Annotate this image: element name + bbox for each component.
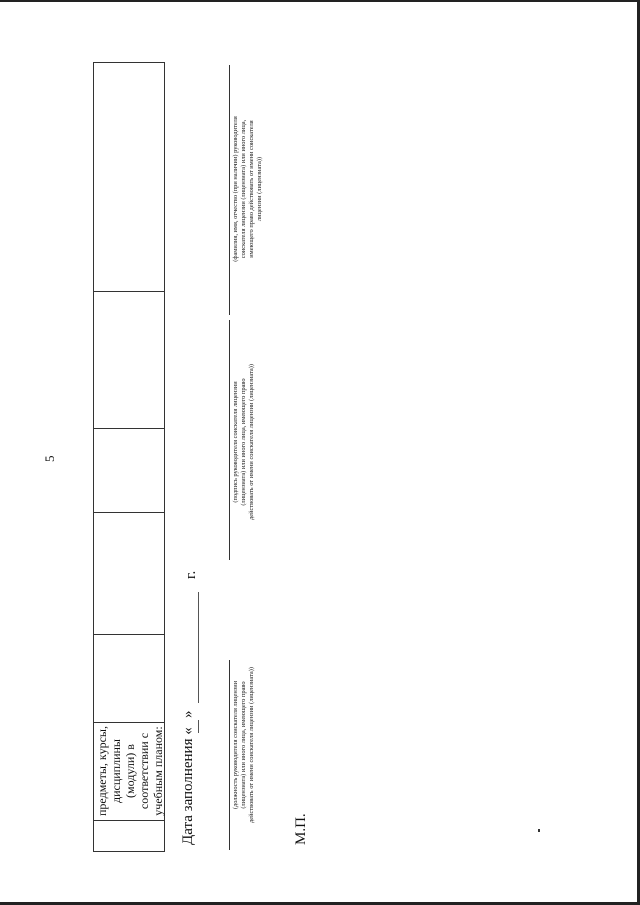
name-caption: (фамилия, имя, отчество (при наличии) руководителя соискателя лицензии (лицензиата) или иного лица, имеющего право действовать от имени соискателя лицензии (лицензиата)): [232, 116, 263, 262]
position-caption: (должность руководителя соискателя лицензии (лицензиата) или иного лица, имеющего право действовать от имени соискателя лицензии (лицензиата)): [232, 666, 255, 824]
position-line[interactable]: [229, 660, 230, 850]
scan-edge-top: [0, 0, 640, 2]
stamp-label: М.П.: [293, 813, 309, 845]
signature-line[interactable]: [229, 320, 230, 560]
fill-date-label: Дата заполнения «: [180, 727, 196, 845]
row-divider: [93, 428, 165, 429]
scan-speck: [538, 829, 540, 832]
fill-date-year-suffix: г.: [183, 570, 199, 579]
month-year-blank[interactable]: [198, 592, 199, 703]
name-line[interactable]: [229, 65, 230, 315]
signature-caption: (подпись руководителя соискателя лицензии (лицензиата) или иного лица, имеющего право действовать от имени соискателя лицензии (лицензиата)): [232, 363, 255, 521]
row-divider: [93, 634, 165, 635]
table-first-cell: предметы, курсы, дисциплины (модули) в соответствии с учебным планом:: [95, 726, 165, 816]
fill-date-close-quote: »: [180, 710, 196, 718]
row-divider: [93, 512, 165, 513]
page-number: 5: [42, 455, 57, 462]
day-blank[interactable]: [198, 720, 199, 733]
row-divider: [93, 291, 165, 292]
